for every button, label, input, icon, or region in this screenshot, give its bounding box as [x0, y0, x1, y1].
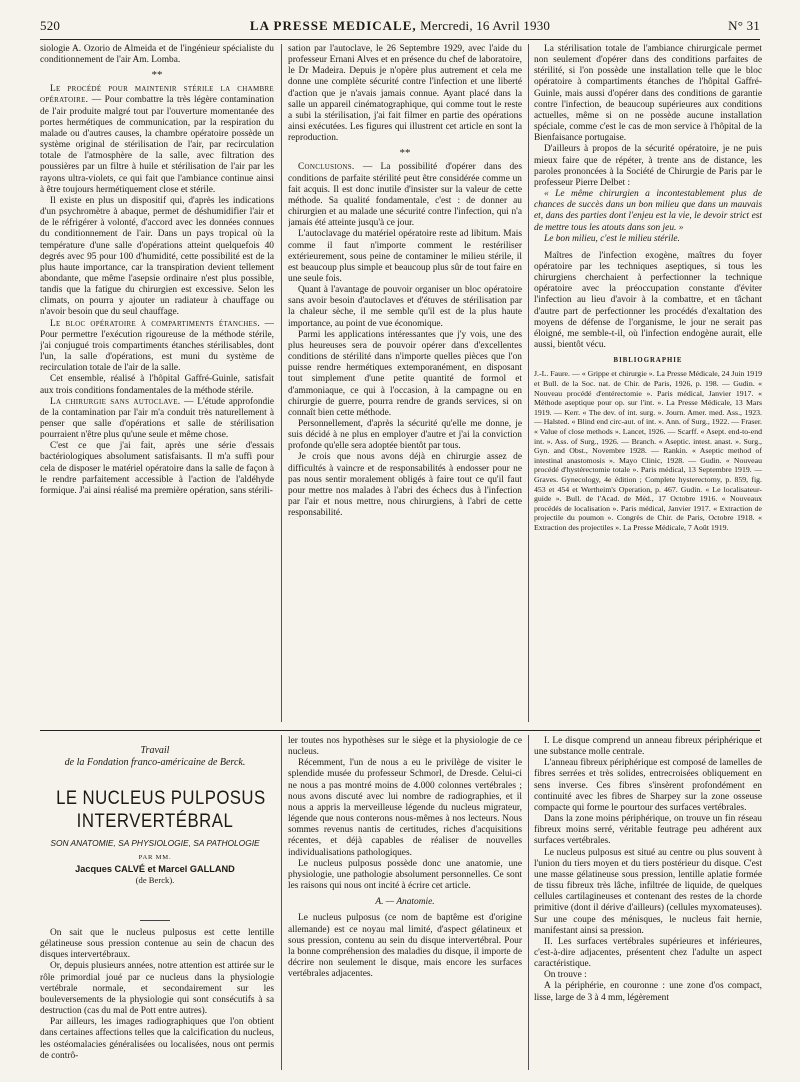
run-in-heading: Le procédé pour maintenir stérile la chambre opératoire. [40, 84, 274, 106]
paragraph [40, 196, 274, 319]
article-title-line2: INTERVERTÉBRAL [76, 810, 234, 832]
journal-name: LA PRESSE MEDICALE, [249, 18, 417, 33]
paragraph-text: Le nucleus pulposus (ce nom de baptême est d'origine allemande) est ce noyau mal limité, d'aspect gélatineux et sous pression, contenu au sein du disque intervertébral. Pour la bonne compréhension des maladies du disque, il importe de décrire non seulement le disque, mais encore les surfaces vertébrales adjacentes. [288, 913, 522, 980]
byline-par: PAR MM. [138, 854, 172, 861]
article-authors: Jacques CALVÉ et Marcel GALLAND [75, 864, 235, 874]
paragraph [534, 234, 762, 245]
paragraph [534, 970, 762, 981]
article-subtitle: SON ANATOMIE, SA PHYSIOLOGIE, SA PATHOLOGIE [50, 838, 260, 848]
journal-title-line [40, 18, 760, 34]
bibliography-title: BIBLIOGRAPHIE [613, 357, 683, 365]
issue-date: Mercredi, 16 Avril 1930 [420, 18, 551, 33]
paragraph [40, 319, 274, 375]
paragraph-text: Cet ensemble, réalisé à l'hôpital Gaffré-Guinle, satisfait aux trois conditions fondamentales de la méthode stérile. [40, 374, 274, 396]
run-in-heading: Le bloc opératoire à compartiments étanches. [50, 318, 260, 329]
paragraph [40, 1017, 274, 1062]
paragraph [40, 961, 274, 1017]
paragraph-text: Le nucleus pulposus possède donc une anatomie, une physiologie, une pathologie absolument personnelles. Ce sont les raisons qui nous ont incité à écrire cet article. [288, 858, 522, 892]
paragraph-text: L'anneau fibreux périphérique est composé de lamelles de fibres serrées et très solides, entrecroisées obliquement en sens inverse. Ces fibres s'insèrent profondément en continuité avec les fibres de Sharpey sur la zone osseuse compacte qui forme le pourtour des surfaces vertébrales. [534, 758, 762, 813]
paragraph-text: Il existe en plus un dispositif qui, d'après les indications d'un psychromètre à abaque, permet de déshumidifier l'air et de le réfrigérer à volonté, d'accord avec les données connues du conditionnement de l'air. Dans un pays tropical où la température d'une salle d'opérations atteint quelquefois 40 degrés avec 95 pour 100 d'humidité, cette possibilité est de la plus haute importance, car la transpiration devient tellement abondante, que même l'asepsie ordinaire n'est plus possible, tandis que la fatigue du chirurgien est excessive. Selon les climats, on pourra y ajouter un radiateur à chauffage ou n'avoir besoin que du seul chauffage. [40, 195, 274, 318]
article-kicker-institution: de la Fondation franco-américaine de Berck. [64, 757, 246, 768]
paragraph [534, 758, 762, 814]
paragraph-text: « Le même chirurgien a incontestablement plus de chances de succès dans un bon milieu que dans un mauvais et, dans des parties dont l'enjeu est la vie, le devoir strict est de mettre tous les atouts dans son jeu. » [534, 189, 762, 233]
column-divider [281, 44, 282, 722]
paragraph [534, 251, 762, 351]
paragraph [288, 913, 522, 980]
paragraph-text: Parmi les applications intéressantes que j'y vois, une des plus heureuses sera de pouvoir opérer dans d'excellentes conditions de stérilité dans n'importe quelles pièces que l'on puisse rendre hermétiques extemporanément, en disposant tout simplement d'une petite quantité de formol et d'ammoniaque, ce qui à l'occasion, à la campagne ou en chirurgie de guerre, pourra rendre de grands services, si on connaît bien cette méthode. [288, 329, 522, 418]
paragraph [534, 189, 762, 234]
column-divider [281, 735, 282, 1070]
section-heading-text: A. — Anatomie. [375, 897, 435, 908]
paragraph-text: siologie A. Ozorio de Almeida et de l'ingénieur spécialiste du conditionnement de l'air Am. Lomba. [40, 44, 274, 66]
paragraph [288, 736, 522, 758]
paragraph [534, 44, 762, 144]
running-header [40, 16, 760, 38]
paragraph-text: C'est ce que j'ai fait, après une série d'essais bactériologiques absolument satisfaisants. Il m'a suffi pour cela de disposer le matériel opératoire dans la salle de façon à le rendre parfaitement accessible à l'action de l'aldéhyde formique. J'ai ainsi réalisé ma première opération, sans stérili- [40, 441, 274, 496]
paragraph-text: II. Les surfaces vertébrales supérieures et inférieures, c'est-à-dire adjacentes, présentent chez l'adulte un aspect caractéristique. [534, 936, 762, 970]
paragraph-text: Quant à l'avantage de pouvoir organiser un bloc opératoire sans avoir besoin d'autoclaves et d'étuves de stérilisation par la chaleur sèche, il me semble qu'il est de la plus haute importance, au point de vue économique. [288, 285, 522, 329]
paragraph [288, 229, 522, 285]
column-divider [528, 44, 529, 722]
paragraph [534, 736, 762, 758]
run-in-heading: La chirurgie sans autoclave. [50, 396, 181, 407]
paragraph-text: — Pour permettre l'exécution rigoureuse de la méthode stérile, j'ai conjugué trois compartiments étanches stérilisables, dont l'un, la salle d'opérations, est muni du système de recirculation totale de l'air de la salle. [40, 318, 274, 374]
paragraph [40, 84, 274, 196]
paragraph [534, 937, 762, 970]
paragraph-text: Je crois que nous avons déjà en chirurgie assez de difficultés à vaincre et de responsabilités à endosser pour ne pas nous sentir moralement obligés à faire tout ce qu'il faut pour mettre nos malades à l'abri des échecs dus à l'infection par l'air et nous mettre, nous chirurgiens, à l'abri de cette responsabilité. [288, 452, 522, 519]
section-heading [288, 897, 522, 908]
paragraph-text: — L'étude approfondie de la contamination par l'air m'a conduit très naturellement à penser que salle d'opérations et salle de stérilisation pourraient n'être plus qu'une seule et même chose. [40, 396, 274, 441]
article-column-3 [534, 736, 762, 1068]
paragraph-text: D'ailleurs à propos de la sécurité opératoire, je ne puis mieux faire que de répéter, à trente ans de distance, les paroles prononcées à la Société de Chirurgie de Paris par le professeur Pierre Delbet : [534, 144, 762, 188]
asterism: ** [399, 147, 411, 160]
article-title: LE NUCLEUS PULPOSUS [56, 787, 266, 809]
article-heading [40, 745, 270, 886]
paragraph-text: L'autoclavage du matériel opératoire reste ad libitum. Mais comme il faut n'importe comment le restériliser extérieurement, sous peine de contaminer le milieu stérile, il est beaucoup plus simple et beaucoup plus sûr de tout faire en une seule fois. [288, 229, 522, 284]
paragraph [534, 144, 762, 189]
run-in-heading: Conclusions. [298, 162, 355, 173]
paragraph-text: Dans la zone moins périphérique, on trouve un fin réseau fibreux moins serré, véritable feutrage peu adhérent aux surfaces vertébrales. [534, 814, 762, 847]
paragraph [288, 44, 522, 144]
paragraph-text: A la périphérie, en couronne : une zone d'os compact, lisse, large de 3 à 4 mm, légèrement [534, 981, 762, 1003]
paragraph [288, 419, 522, 452]
paragraph [534, 848, 762, 937]
top-column-3 [534, 44, 762, 722]
paragraph-text: Par ailleurs, les images radiographiques que l'on obtient dans certaines affections telles que la calcification du nucleus, les ostéomalacies généralisées ou localisées, nous ont permis de contrô- [40, 1017, 274, 1061]
heading-separator [140, 920, 170, 921]
paragraph-text: On trouve : [544, 970, 587, 981]
paragraph [288, 452, 522, 519]
paragraph-text: Personnellement, d'après la sécurité qu'elle me donne, je suis décidé à ne plus en employer d'autre et j'ai la conviction profonde qu'elle sera adoptée bientôt par tous. [288, 419, 522, 452]
article-affiliation: (de Berck). [135, 875, 175, 885]
paragraph [534, 814, 762, 847]
article-kicker: Travail [140, 745, 170, 756]
section-rule [40, 730, 760, 731]
paragraph-text: — Pour combattre la très légère contamination de l'air produite malgré tout par l'ouverture momentanée des portes hermétiques de communication, par la respiration du malade ou d'autres causes, la chambre opératoire possède un système original de stérilisation de l'air, par recirculation totale de l'atmosphère de la salle, avec filtration des poussières par un filtre à huile et stérilisation de l'air par les rayons ultra-violets, ce qui fait que l'ambiance continue ainsi à être toujours hermétiquement close et stérile. [40, 95, 274, 195]
paragraph [288, 330, 522, 419]
paragraph [40, 441, 274, 497]
issue-number: N° 31 [728, 18, 760, 33]
paragraph-text: Le bon milieu, c'est le milieu stérile. [544, 233, 680, 244]
paragraph [40, 928, 274, 961]
paragraph [288, 162, 522, 229]
paragraph-text: — La possibilité d'opérer dans des conditions de parfaite stérilité peut être considérée comme un fait acquis. Il est donc inutile d'insister sur la valeur de cette méthode. Sa qualité fondamentale, c'est : de donner au chirurgien et au malade une sécurité contre l'infection, qui n'a jamais été atteinte jusqu'à ce jour. [288, 162, 522, 229]
paragraph-text: ler toutes nos hypothèses sur le siège et la physiologie de ce nucleus. [288, 736, 522, 758]
paragraph-text: On sait que le nucleus pulposus est cette lentille gélatineuse sous pression contenue au sein de chacun des disques intervertébraux. [40, 928, 274, 961]
paragraph-text: sation par l'autoclave, le 26 Septembre 1929, avec l'aide du professeur Ernani Alves et en présence du chef de laboratoire, le Dr Madeira. Depuis je n'opère plus autrement et cela me donne une complète sécurité contre l'infection et une liberté d'action que je n'avais jamais connue. Ayant placé dans la salle un appareil cinématographique, qui comme tout le reste a subi la stérilisation, j'ai fait filmer en partie des opérations ainsi exécutées. Les figures qui illustrent cet article en sont la reproduction. [288, 44, 522, 144]
paragraph-text: Or, depuis plusieurs années, notre attention est attirée sur le rôle primordial joué par ce nucleus dans la physiologie vertébrale normale, et secondairement sur les bouleversements de la physiologie qui sont consécutifs à sa destruction (cas du mal de Pott entre autres). [40, 961, 274, 1017]
paragraph-text: Maîtres de l'infection exogène, maîtres du foyer opératoire par les techniques aseptiques, si tous les chirurgiens cherchaient à perfectionner la technique opératoire avec la préoccupation constante d'éviter l'infection au lieu d'avoir à la combattre, et en tâchant d'autre part de perfectionner les procédés d'exaltation des moyens de défense de l'organisme, le jour ne serait pas éloigné, me semble-t-il, où l'infection endogène aurait, elle aussi, bientôt vécu. [534, 250, 762, 351]
top-column-2 [288, 44, 522, 722]
bibliography: J.-L. Faure. — « Grippe et chirurgie ». La Presse Médicale, 24 Juin 1919 et Bull. de la Soc. nat. de Chir. de Paris, 1926, p. 198. — Gudin. « Nouveau procédé d'entérectomie ». Paris médical, Janvier 1917. « Méthode aseptique pour op. sur l'int. ». La Presse Médicale, 13 Mars 1919. — Kerr. « The dev. of int. surg. ». Journ. Amer. med. Ass., 1923. — Halsted. « Blind end circ-aut. of int. ». Ann. of Surg., 1922. — Fraser. « Value of close methods ». Lancet, 1926. — Scarff. « Asept. end-to-end int. ». Ass. of Surg., 1926. — Branch. « Aseptic. intest. anast. ». Surg., Gyn. and Obst., Novembre 1928. — Rankin. « Aseptic method of intestinal anastomosis ». Mayo Clinic, 1928. — Gudin. « Nouveau procédé d'hystérectomie totale ». Paris médical, 13 Septembre 1919. — Graves. Gynecology, 4e édition ; Complete hysterectomy, p. 859, fig. 453 et 454 et Wertheim's Operation, p. 467. Gudin. « Le localisateur-guide ». Bull. de l'Acad. de Méd., 17 Octobre 1916. « Nouveaux procédés de localisation ». Paris médical, Janvier 1917. « Extraction de projectile du poumon ». Congrès de Chir. de Paris, Octobre 1918. « Extraction des projectiles ». La Presse Médicale, 7 Août 1919. [534, 369, 762, 532]
paragraph-text: Le nucleus pulposus est situé au centre ou plus souvent à l'union du tiers moyen et du tiers postérieur du disque. C'est une masse gélatineuse sous pression, lentille aplatie formée de tissu fibreux très lâche, infiltrée de liquide, de quelques cellules cartilagineuses et contenant des restes de la chorde primitive (dont il dérive d'ailleurs) (cellules myxomateuses). Sur une coupe des ménisques, le nucleus fait hernie, manifestant ainsi sa pression. [534, 847, 762, 936]
paragraph-text: Récemment, l'un de nous a eu le privilège de visiter le splendide musée du professeur Schmorl, de Dresde. Celui-ci ne nous a pas montré moins de 4.000 colonnes vertébrales ; nous avons discuté avec lui nombre de radiographies, et il nous a appris la merveilleuse légende du nucleus migrateur, légende que nous conterons nous-mêmes à nos lecteurs. Nous sommes revenus nantis de certitudes, riches d'acquisitions récentes, et déjà capables de réaliser de nouvelles individualisations pathologiques. [288, 758, 522, 858]
paragraph [40, 397, 274, 442]
asterism: ** [151, 69, 163, 82]
paragraph-text: La stérilisation totale de l'ambiance chirurgicale permet non seulement d'opérer dans des conditions parfaites de stérilité, si l'on possède une installation telle que le bloc opératoire à compartiments étanches de l'hôpital Gaffré-Guinle, mais aussi d'opérer dans des conditions de garantie contre l'infection, de beaucoup supérieures aux conditions actuelles, même si on ne possède aucune installation spéciale, comme c'est le cas de mon service à l'hôpital de la Bienfaisance portugaise. [534, 44, 762, 144]
header-rule [40, 39, 760, 40]
page-number: 520 [40, 18, 61, 33]
paragraph [288, 285, 522, 330]
paragraph [288, 758, 522, 858]
paragraph-text: I. Le disque comprend un anneau fibreux périphérique et une substance molle centrale. [534, 736, 762, 758]
article-column-2 [288, 736, 522, 1068]
column-divider [528, 735, 529, 1070]
paragraph [288, 859, 522, 892]
paragraph [534, 981, 762, 1003]
paragraph [40, 44, 274, 66]
article-column-1 [40, 928, 274, 1068]
paragraph [40, 374, 274, 396]
top-column-1 [40, 44, 274, 722]
